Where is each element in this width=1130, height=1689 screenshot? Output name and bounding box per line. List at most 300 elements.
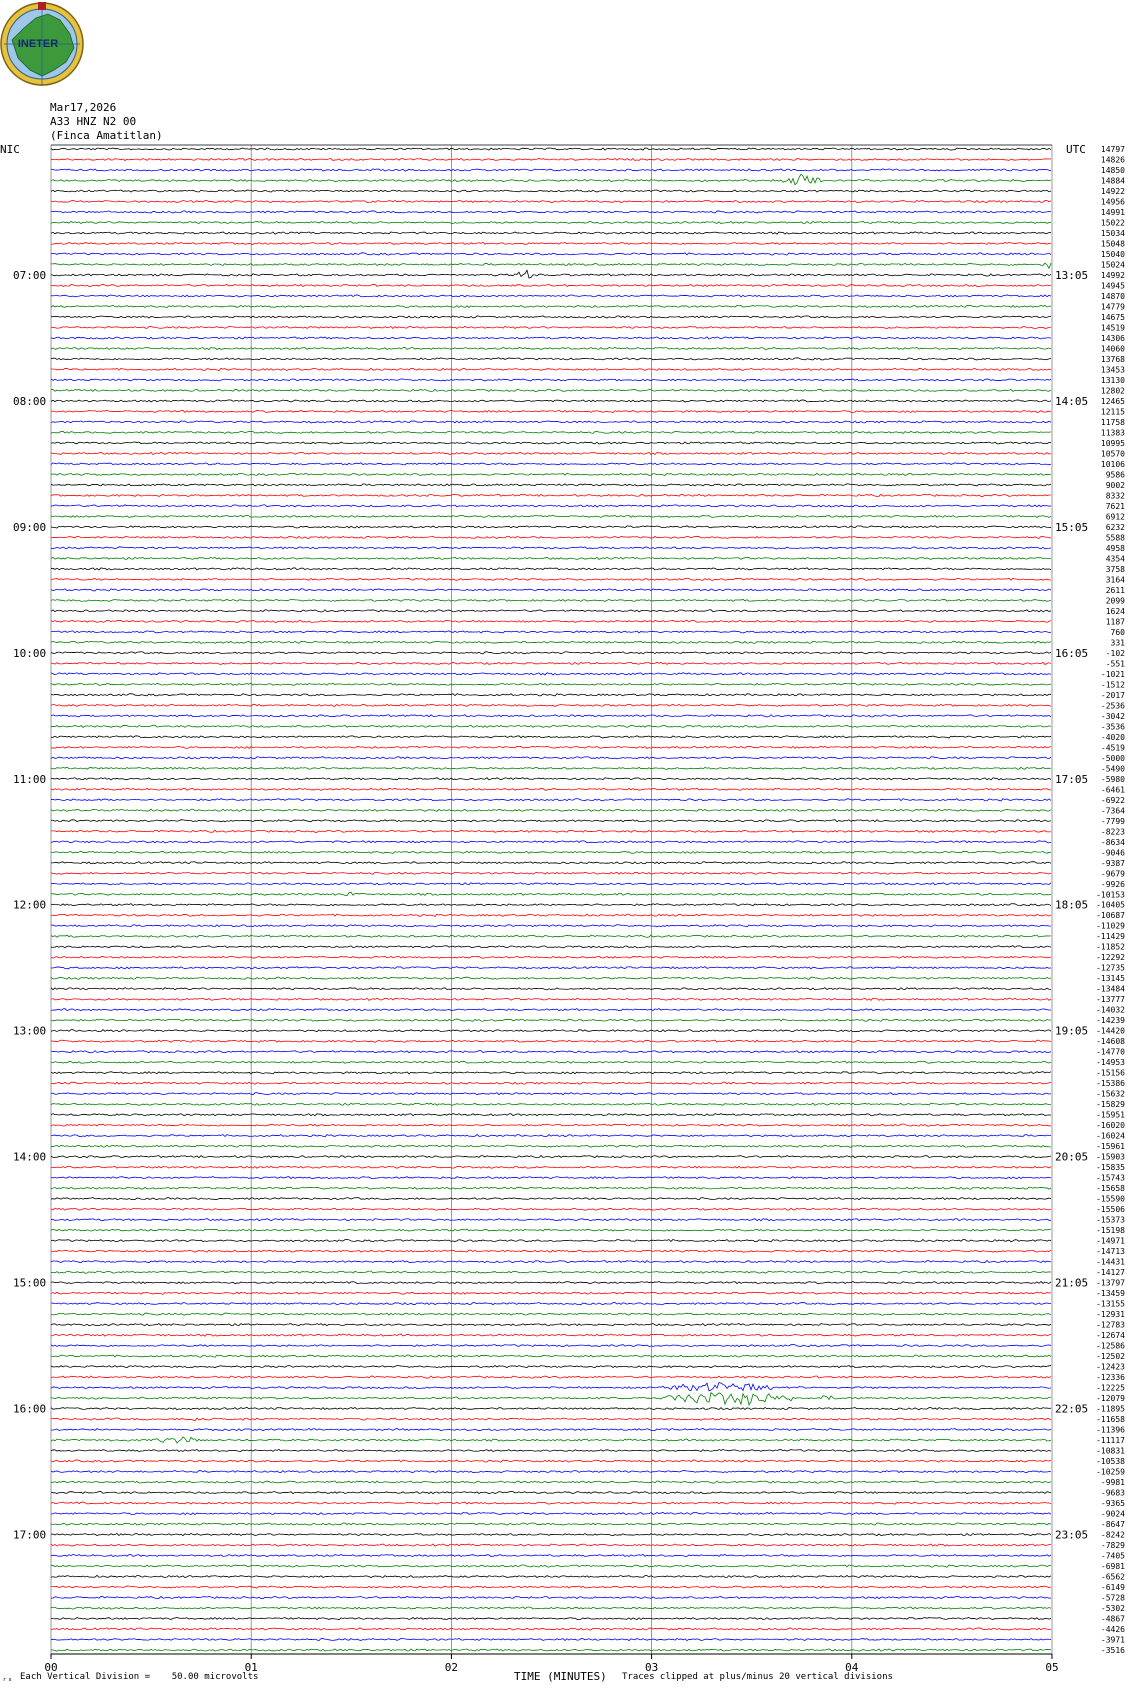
trace-offset-label: 14306	[1100, 333, 1125, 343]
trace-offset-label: 10570	[1100, 449, 1125, 459]
trace-offset-label: -6461	[1100, 785, 1125, 795]
trace-offset-label: -15373	[1096, 1215, 1125, 1225]
trace-95	[51, 1145, 1051, 1147]
trace-20	[51, 358, 1051, 360]
trace-114	[51, 1344, 1051, 1346]
trace-offset-label: 14519	[1100, 323, 1125, 333]
trace-offset-label: -10153	[1096, 890, 1125, 900]
trace-4	[51, 190, 1051, 192]
trace-offset-label: 10995	[1100, 438, 1125, 448]
trace-85	[51, 1040, 1051, 1042]
trace-67	[51, 851, 1051, 853]
plot-labels	[0, 143, 1125, 1674]
left-hour-label: 07:00	[13, 268, 47, 282]
trace-102	[51, 1219, 1051, 1221]
x-tick-label: 04	[845, 1661, 859, 1674]
trace-offset-label: -14770	[1096, 1047, 1125, 1057]
trace-offset-label: 7621	[1105, 501, 1125, 511]
right-hour-label: 13:05	[1055, 268, 1089, 282]
right-hour-label: 21:05	[1055, 1276, 1089, 1290]
trace-112	[51, 1324, 1051, 1326]
trace-142	[51, 1638, 1051, 1640]
trace-101	[51, 1208, 1051, 1210]
trace-offset-label: -11029	[1096, 921, 1125, 931]
trace-offset-label: 4958	[1105, 543, 1125, 553]
trace-offset-label: 14779	[1100, 302, 1125, 312]
trace-offset-label: 15034	[1100, 228, 1125, 238]
trace-30	[51, 463, 1051, 465]
trace-offset-label: -12931	[1096, 1310, 1125, 1320]
trace-71	[51, 892, 1051, 895]
right-hour-label: 15:05	[1055, 520, 1089, 534]
trace-19	[51, 347, 1051, 349]
trace-offset-label: -14608	[1096, 1037, 1125, 1047]
trace-84	[51, 1030, 1051, 1032]
trace-offset-label: 12465	[1100, 396, 1125, 406]
trace-108	[51, 1282, 1051, 1284]
trace-68	[51, 862, 1051, 864]
trace-8	[51, 232, 1051, 234]
trace-42	[51, 589, 1051, 591]
trace-89	[51, 1082, 1051, 1084]
trace-117	[51, 1376, 1051, 1378]
trace-139	[51, 1607, 1051, 1609]
trace-offset-label: -12079	[1096, 1394, 1125, 1404]
trace-46	[51, 631, 1051, 633]
trace-offset-label: -10538	[1096, 1457, 1125, 1467]
trace-14	[51, 295, 1051, 297]
trace-12	[51, 270, 1051, 278]
trace-6	[51, 211, 1051, 213]
trace-offset-label: 1624	[1105, 606, 1125, 616]
trace-22	[51, 379, 1051, 381]
trace-137	[51, 1586, 1051, 1588]
trace-offset-label: 9586	[1105, 470, 1125, 480]
trace-27	[51, 431, 1051, 433]
trace-offset-label: -5980	[1100, 774, 1125, 784]
x-tick-label: 03	[644, 1661, 659, 1674]
trace-offset-label: -12674	[1096, 1331, 1125, 1341]
trace-offset-label: -16024	[1096, 1131, 1125, 1141]
trace-offset-label: -13484	[1096, 984, 1125, 994]
trace-140	[51, 1617, 1051, 1619]
trace-81	[51, 998, 1051, 1000]
trace-offset-label: -3536	[1100, 722, 1125, 732]
trace-offset-label: -11658	[1096, 1415, 1125, 1425]
trace-113	[51, 1334, 1051, 1336]
trace-110	[51, 1303, 1051, 1305]
left-hour-label: 12:00	[13, 898, 47, 912]
trace-offset-label: 3164	[1105, 575, 1125, 585]
trace-offset-label: 2611	[1105, 585, 1125, 595]
trace-3	[51, 174, 1051, 185]
trace-offset-label: 8332	[1105, 491, 1125, 501]
trace-offset-label: -5728	[1100, 1593, 1125, 1603]
trace-offset-label: 14826	[1100, 155, 1125, 165]
trace-offset-label: -5490	[1100, 764, 1125, 774]
trace-130	[51, 1512, 1051, 1514]
trace-123	[51, 1437, 1051, 1443]
trace-offset-label: -14971	[1096, 1236, 1125, 1246]
trace-offset-label: -9926	[1100, 879, 1125, 889]
trace-33	[51, 494, 1051, 496]
trace-79	[51, 977, 1051, 979]
trace-7	[51, 221, 1051, 223]
trace-141	[51, 1628, 1051, 1630]
trace-offset-label: -551	[1105, 659, 1125, 669]
trace-offset-label: -15386	[1096, 1079, 1125, 1089]
trace-5	[51, 200, 1051, 202]
trace-75	[51, 935, 1051, 937]
trace-offset-label: -8634	[1100, 837, 1125, 847]
trace-offset-label: -15506	[1096, 1205, 1125, 1215]
trace-128	[51, 1492, 1051, 1494]
trace-57	[51, 746, 1051, 748]
trace-offset-label: -3516	[1100, 1646, 1125, 1655]
left-hour-label: 08:00	[13, 394, 47, 408]
trace-offset-label: -6562	[1100, 1572, 1125, 1582]
trace-2	[51, 169, 1051, 171]
trace-35	[51, 515, 1051, 517]
trace-125	[51, 1460, 1051, 1462]
trace-97	[51, 1166, 1051, 1168]
trace-offset-label: 11758	[1100, 417, 1125, 427]
trace-offset-label: 14922	[1100, 186, 1125, 196]
trace-105	[51, 1250, 1051, 1252]
trace-136	[51, 1575, 1051, 1577]
trace-offset-label: -15829	[1096, 1100, 1125, 1110]
trace-offset-label: 760	[1110, 627, 1125, 637]
trace-offset-label: -10687	[1096, 911, 1125, 921]
trace-15	[51, 305, 1051, 307]
trace-126	[51, 1470, 1051, 1472]
trace-offset-label: 14870	[1100, 291, 1125, 301]
trace-28	[51, 442, 1051, 444]
trace-31	[51, 473, 1051, 475]
trace-127	[51, 1481, 1051, 1483]
trace-70	[51, 883, 1051, 885]
trace-134	[51, 1554, 1051, 1556]
trace-offset-label: 1187	[1105, 617, 1125, 627]
trace-offset-label: -12502	[1096, 1352, 1125, 1362]
trace-120	[51, 1407, 1051, 1409]
trace-offset-label: 6912	[1105, 512, 1125, 522]
trace-58	[51, 757, 1051, 759]
left-hour-label: 11:00	[13, 772, 47, 786]
trace-offset-label: -11396	[1096, 1425, 1125, 1435]
trace-offset-label: 14945	[1100, 281, 1125, 291]
trace-116	[51, 1366, 1051, 1368]
trace-25	[51, 410, 1051, 412]
trace-offset-label: 12802	[1100, 386, 1125, 396]
x-tick-label: 01	[244, 1661, 258, 1674]
trace-52	[51, 694, 1051, 696]
trace-122	[51, 1428, 1051, 1430]
trace-92	[51, 1114, 1051, 1116]
trace-118	[51, 1383, 1051, 1391]
trace-78	[51, 967, 1051, 969]
trace-56	[51, 736, 1051, 738]
right-timezone-label: UTC	[1066, 143, 1086, 156]
trace-138	[51, 1596, 1051, 1598]
trace-47	[51, 641, 1051, 643]
trace-69	[51, 872, 1051, 874]
right-hour-label: 17:05	[1055, 772, 1089, 786]
trace-64	[51, 820, 1051, 822]
trace-83	[51, 1019, 1051, 1021]
trace-17	[51, 326, 1051, 328]
trace-offset-label: 6232	[1105, 522, 1125, 532]
trace-offset-label: -7364	[1100, 806, 1125, 816]
trace-61	[51, 788, 1051, 790]
trace-offset-label: 9002	[1105, 480, 1125, 490]
trace-offset-label: -14239	[1096, 1016, 1125, 1026]
x-tick-label: 00	[44, 1661, 58, 1674]
trace-103	[51, 1229, 1051, 1231]
trace-124	[51, 1449, 1051, 1451]
trace-133	[51, 1544, 1051, 1546]
trace-offset-label: 14675	[1100, 312, 1125, 322]
corner-mark: ᵣₛ	[2, 1674, 13, 1684]
trace-offset-label: 14956	[1100, 197, 1125, 207]
trace-offset-label: 11383	[1100, 428, 1125, 438]
trace-offset-label: -11852	[1096, 942, 1125, 952]
trace-offset-label: -11117	[1096, 1436, 1125, 1446]
trace-82	[51, 1009, 1051, 1011]
trace-offset-label: -12423	[1096, 1362, 1125, 1372]
left-hour-label: 17:00	[13, 1528, 47, 1542]
trace-66	[51, 841, 1051, 843]
station-code: A33 HNZ N2 00	[50, 115, 137, 128]
trace-offset-label: -10259	[1096, 1467, 1125, 1477]
trace-offset-label: -102	[1105, 648, 1125, 658]
trace-offset-label: -14953	[1096, 1058, 1125, 1068]
trace-106	[51, 1261, 1051, 1263]
left-timezone-label: NIC	[0, 143, 20, 156]
trace-offset-label: -9024	[1100, 1509, 1125, 1519]
left-hour-label: 14:00	[13, 1150, 47, 1164]
trace-offset-label: 14850	[1100, 165, 1125, 175]
trace-111	[51, 1313, 1051, 1315]
minute-gridlines	[51, 145, 1052, 1659]
trace-offset-label: -10831	[1096, 1446, 1125, 1456]
trace-60	[51, 778, 1051, 780]
trace-38	[51, 547, 1051, 549]
trace-offset-label: -4867	[1100, 1614, 1125, 1624]
trace-offset-label: -11429	[1096, 932, 1125, 942]
trace-54	[51, 715, 1051, 717]
trace-offset-label: -9046	[1100, 848, 1125, 858]
trace-offset-label: -8242	[1100, 1530, 1125, 1540]
trace-offset-label: -15903	[1096, 1152, 1125, 1162]
trace-98	[51, 1177, 1051, 1179]
right-hour-label: 14:05	[1055, 394, 1089, 408]
trace-0	[51, 148, 1051, 150]
trace-offset-label: -6149	[1100, 1583, 1125, 1593]
trace-offset-label: -7405	[1100, 1551, 1125, 1561]
trace-offset-label: -13459	[1096, 1289, 1125, 1299]
trace-41	[51, 578, 1051, 580]
trace-72	[51, 904, 1051, 906]
trace-26	[51, 421, 1051, 423]
trace-offset-label: -6922	[1100, 795, 1125, 805]
trace-offset-label: -12225	[1096, 1383, 1125, 1393]
trace-119	[51, 1393, 1051, 1405]
trace-offset-label: -14431	[1096, 1257, 1125, 1267]
trace-offset-label: -15198	[1096, 1226, 1125, 1236]
right-hour-label: 20:05	[1055, 1150, 1089, 1164]
trace-offset-label: 4354	[1105, 554, 1125, 564]
trace-34	[51, 505, 1051, 507]
trace-offset-label: -1512	[1100, 680, 1125, 690]
trace-offset-label: -9679	[1100, 869, 1125, 879]
trace-offset-label: 14991	[1100, 207, 1125, 217]
trace-offset-label: -15743	[1096, 1173, 1125, 1183]
right-hour-label: 16:05	[1055, 646, 1089, 660]
trace-offset-label: -12783	[1096, 1320, 1125, 1330]
trace-offset-label: -3971	[1100, 1635, 1125, 1645]
trace-39	[51, 557, 1051, 559]
trace-offset-label: -14032	[1096, 1005, 1125, 1015]
trace-37	[51, 536, 1051, 538]
trace-offset-label: -8223	[1100, 827, 1125, 837]
trace-96	[51, 1156, 1051, 1158]
trace-86	[51, 1051, 1051, 1053]
trace-offset-label: -15632	[1096, 1089, 1125, 1099]
trace-offset-label: -8647	[1100, 1520, 1125, 1530]
x-tick-label: 05	[1045, 1661, 1059, 1674]
trace-offset-label: -16020	[1096, 1121, 1125, 1131]
right-hour-label: 19:05	[1055, 1024, 1089, 1038]
trace-135	[51, 1565, 1051, 1567]
trace-94	[51, 1135, 1051, 1137]
trace-offset-label: 15024	[1100, 260, 1125, 270]
trace-99	[51, 1187, 1051, 1189]
trace-offset-label: -15658	[1096, 1184, 1125, 1194]
trace-offset-label: -15835	[1096, 1163, 1125, 1173]
left-hour-label: 09:00	[13, 520, 47, 534]
trace-offset-label: 2099	[1105, 596, 1125, 606]
trace-offset-label: -13155	[1096, 1299, 1125, 1309]
trace-offset-label: -13777	[1096, 995, 1125, 1005]
right-hour-label: 18:05	[1055, 898, 1089, 912]
trace-offset-label: 331	[1110, 638, 1125, 648]
trace-74	[51, 925, 1051, 927]
trace-offset-label: 14884	[1100, 176, 1125, 186]
trace-10	[51, 253, 1051, 255]
trace-offset-label: -9683	[1100, 1488, 1125, 1498]
trace-offset-label: 14992	[1100, 270, 1125, 280]
trace-offset-label: -15590	[1096, 1194, 1125, 1204]
trace-18	[51, 337, 1051, 339]
x-axis-label: TIME (MINUTES)	[514, 1670, 607, 1683]
trace-1	[51, 158, 1051, 160]
trace-80	[51, 988, 1051, 990]
trace-offset-label: 13768	[1100, 354, 1125, 364]
trace-offset-label: 10106	[1100, 459, 1125, 469]
trace-49	[51, 662, 1051, 664]
trace-48	[51, 652, 1051, 654]
trace-91	[51, 1103, 1051, 1105]
trace-16	[51, 316, 1051, 318]
trace-90	[51, 1093, 1051, 1095]
trace-131	[51, 1523, 1051, 1525]
vertical-scale-note: Each Vertical Division = 50.00 microvolts	[20, 1672, 259, 1682]
trace-121	[51, 1418, 1051, 1421]
trace-143	[51, 1649, 1051, 1651]
trace-93	[51, 1124, 1051, 1126]
trace-offset-label: 3758	[1105, 564, 1125, 574]
trace-129	[51, 1502, 1051, 1504]
trace-109	[51, 1292, 1051, 1294]
trace-36	[51, 526, 1051, 528]
trace-offset-label: -9981	[1100, 1478, 1125, 1488]
trace-45	[51, 620, 1051, 622]
trace-offset-label: -14127	[1096, 1268, 1125, 1278]
trace-offset-label: 14060	[1100, 344, 1125, 354]
trace-62	[51, 799, 1051, 801]
trace-65	[51, 830, 1051, 832]
trace-44	[51, 610, 1051, 612]
trace-offset-label: -1021	[1100, 669, 1125, 679]
trace-9	[51, 242, 1051, 244]
trace-offset-label: -15156	[1096, 1068, 1125, 1078]
trace-offset-label: 15040	[1100, 249, 1125, 259]
trace-100	[51, 1198, 1051, 1200]
trace-53	[51, 704, 1051, 706]
trace-77	[51, 956, 1051, 958]
left-hour-label: 13:00	[13, 1024, 47, 1038]
trace-offset-label: -9365	[1100, 1499, 1125, 1509]
station-location: (Finca Amatitlan)	[50, 129, 163, 142]
trace-offset-label: -4426	[1100, 1625, 1125, 1635]
plot-date: Mar17,2026	[50, 101, 117, 114]
right-hour-label: 22:05	[1055, 1402, 1089, 1416]
trace-offset-label: -4519	[1100, 743, 1125, 753]
trace-offset-label: -3042	[1100, 711, 1125, 721]
x-tick-label: 02	[444, 1661, 459, 1674]
trace-offset-label: -13797	[1096, 1278, 1125, 1288]
trace-offset-label: 13130	[1100, 375, 1125, 385]
left-hour-label: 15:00	[13, 1276, 47, 1290]
trace-offset-label: 15048	[1100, 239, 1125, 249]
trace-offset-label: -6981	[1100, 1562, 1125, 1572]
trace-offset-label: -14420	[1096, 1026, 1125, 1036]
seismic-traces	[51, 148, 1051, 1651]
trace-offset-label: -7829	[1100, 1541, 1125, 1551]
trace-offset-label: 13453	[1100, 365, 1125, 375]
trace-40	[51, 568, 1051, 570]
trace-offset-label: 15022	[1100, 218, 1125, 228]
trace-offset-label: -12292	[1096, 953, 1125, 963]
trace-21	[51, 368, 1051, 370]
trace-offset-label: -4020	[1100, 732, 1125, 742]
trace-32	[51, 484, 1051, 486]
trace-50	[51, 673, 1051, 675]
trace-115	[51, 1355, 1051, 1357]
trace-offset-label: -14713	[1096, 1247, 1125, 1257]
trace-offset-label: -9387	[1100, 858, 1125, 868]
clip-note: Traces clipped at plus/minus 20 vertical divisions	[622, 1672, 893, 1682]
trace-offset-label: -12735	[1096, 963, 1125, 973]
trace-29	[51, 452, 1051, 454]
trace-offset-label: 12115	[1100, 407, 1125, 417]
trace-51	[51, 683, 1051, 685]
trace-offset-label: 5588	[1105, 533, 1125, 543]
trace-offset-label: -11895	[1096, 1404, 1125, 1414]
trace-59	[51, 767, 1051, 769]
trace-88	[51, 1072, 1051, 1074]
